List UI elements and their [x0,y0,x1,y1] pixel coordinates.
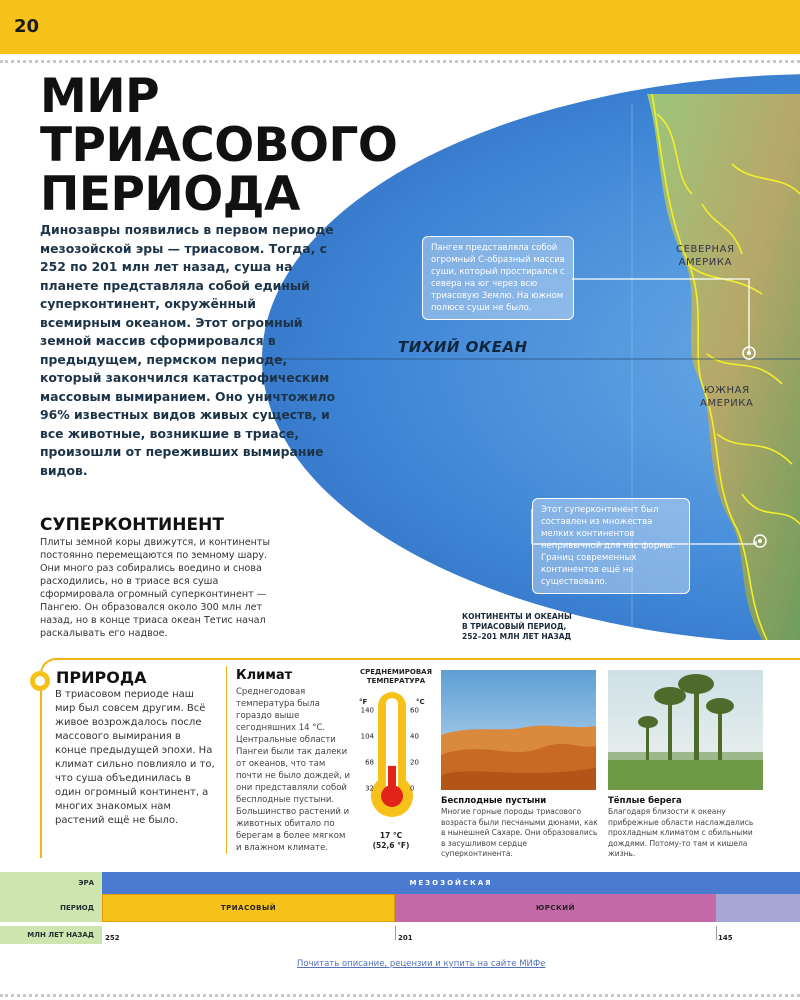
climate-heading: Климат [236,668,293,683]
supercontinent-text: Плиты земной коры движутся, и континенты постоянно перемещаются по земному шару. Они много раз собирались воедино и снова расходились, но в триасе вся суша сформировала огромный суперконтинент — Пангею. Он образовался около 300 млн лет назад, но в конце триаса океан Тетис начал раскалывать его надвое. [40,537,271,639]
mya-201: 201 [398,934,413,942]
mya-tick-201 [395,926,396,940]
map-callout-1: Пангея представляла собой огромный С-образный массив суши, который простирался с севера на юг через всю триасовую Землю. На южном полюсе суши не было. [422,236,574,320]
title-line-2: ТРИАСОВОГО [40,118,398,173]
thermometer-reading: 17 °C (52,6 °F) [372,831,410,850]
south-america-label: ЮЖНАЯ АМЕРИКА [700,385,754,409]
callout-1-target-dot [747,351,751,355]
unit-f-label: °F [359,698,368,706]
ocean-label: ТИХИЙ ОКЕАН [398,338,528,356]
celsius-ticks [410,707,419,793]
tick-c-20: 20 [410,758,419,767]
period-jurassic: ЮРСКИЙ [395,894,716,922]
callout-2-target-dot [758,539,762,543]
coast-image [608,670,763,790]
tick-c-0: 0 [410,784,415,793]
geologic-timeline [0,872,800,944]
mya-252: 252 [105,934,120,942]
timeline-period-row [0,894,800,922]
coast-text: Благодаря близости к океану прибрежные области наслаждались прохладным климатом с обильными дождями. Потому-то там и кишела жизнь. [608,807,754,858]
supercontinent-heading: СУПЕРКОНТИНЕНТ [40,515,224,535]
page-title [40,69,398,222]
coast-title: Тёплые берега [608,796,682,806]
fahrenheit-ticks [361,707,375,793]
mya-tick-145 [716,926,717,940]
period-triassic: ТРИАСОВЫЙ [102,894,395,922]
period-row-label: ПЕРИОД [0,894,102,922]
desert-image [441,670,596,790]
title-line-3: ПЕРИОДА [40,167,300,222]
bottom-dotted-rule [0,994,800,997]
desert-title: Бесплодные пустыни [441,796,547,806]
timeline-era-row [0,872,800,894]
era-mesozoic: МЕЗОЗОЙСКАЯ [102,872,800,894]
desert-text: Многие горные породы триасового возраста были песчаными дюнами, как в нынешней Сахаре. Они образовались в засушливом сердце суперконтинента. [441,807,598,858]
mya-145: 145 [718,934,733,942]
section-marker-icon [30,671,50,691]
tick-f-32: 32 [365,784,374,793]
map-callout-2: Этот суперконтинент был составлен из множества мелких континентов непривычной для нас формы. Границ современных континентов ещё не существовало. [532,498,690,594]
tick-c-60: 60 [410,706,419,715]
period-cretaceous [716,894,800,922]
tick-f-104: 104 [360,732,374,741]
desert-photo [441,670,596,790]
intro-paragraph: Динозавры появились в первом периоде мезозойской эры — триасовом. Тогда, с 252 по 201 млн лет назад, суша на планете представляла собой единый суперконтинент, окружённый всемирным океаном. Этот огромный земной массив сформировался в предыдущем, пермском периоде, который закончился катастрофическим массовым вымиранием. Оно уничтожило 96% известных видов живых существ, и все животные, возникшие в триасе, произошли от переживших вымирание видов. [40,222,336,478]
tick-f-68: 68 [365,758,374,767]
tick-c-40: 40 [410,732,419,741]
nature-heading: ПРИРОДА [56,668,147,687]
tick-f-140: 140 [360,706,374,715]
north-america-label: СЕВЕРНАЯ АМЕРИКА [676,244,735,268]
nature-text: В триасовом периоде наш мир был совсем другим. Всё живое возрождалось после массового вымирания в конце предыдущей эпохи. На климат сильно повлияло и то, что суша объединилась в один огромный континент, а многих знакомых нам растений ещё не было. [55,689,215,826]
climate-text: Среднегодовая температура была гораздо выше сегодняшних 14 °C. Центральные области Пангеи были так далеки от океанов, что там почти не было дождей, и они представляли собой бесплодные пустыни. Большинство растений и животных обитало по берегам в более мягком и влажном климате. [236,687,351,853]
map-caption: КОНТИНЕНТЫ И ОКЕАНЫ В ТРИАСОВЫЙ ПЕРИОД, 252–201 МЛН ЛЕТ НАЗАД [462,612,572,641]
mya-row-label: МЛН ЛЕТ НАЗАД [0,926,102,944]
top-bar [0,0,800,54]
era-row-label: ЭРА [0,872,102,894]
page-number: 20 [14,16,40,37]
thermometer-icon [348,690,438,826]
unit-c-label: °C [416,698,425,706]
thermometer-mercury [388,766,396,796]
thermometer-caption: СРЕДНЕМИРОВАЯ ТЕМПЕРАТУРА [360,668,432,685]
timeline-mya-row [0,926,800,944]
title-line-1: МИР [40,69,160,124]
section-divider [226,666,227,854]
coast-photo [608,670,763,790]
footer-link[interactable]: Почитать описание, рецензии и купить на сайте МИФе [297,959,546,969]
